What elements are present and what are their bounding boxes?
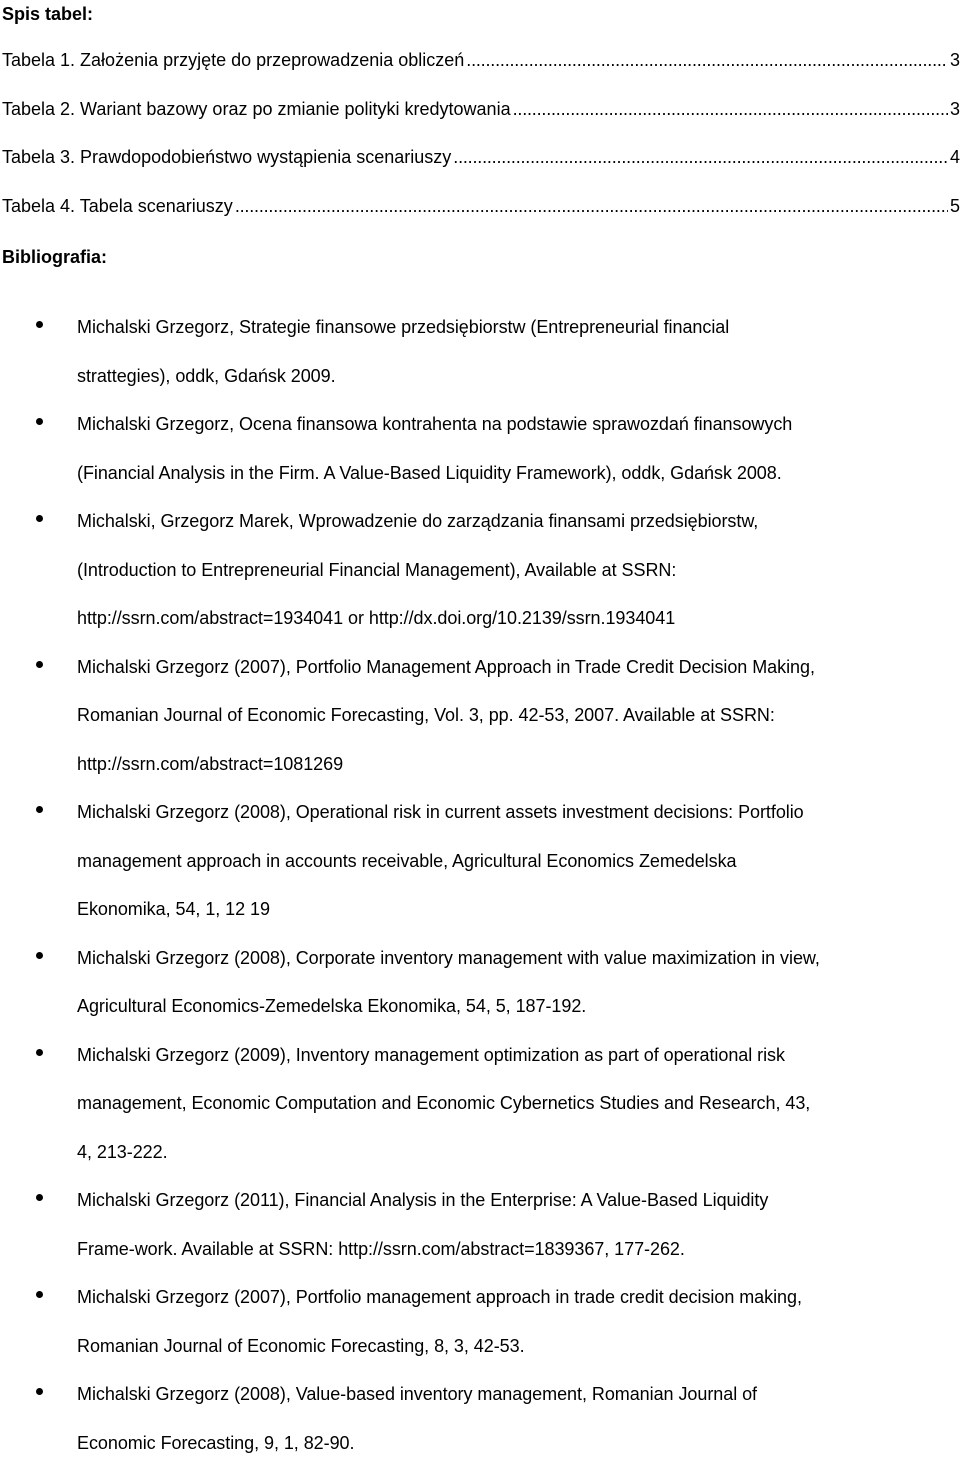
bibliography-list bbox=[0, 303, 960, 1467]
bibliography-line: Michalski Grzegorz (2007), Portfolio management approach in trade credit decision making, bbox=[77, 1287, 802, 1307]
dot-leader bbox=[466, 48, 948, 72]
bibliography-line: Michalski Grzegorz (2008), Value-based inventory management, Romanian Journal of bbox=[77, 1384, 758, 1404]
toc-entry-label: Tabela 2. Wariant bazowy oraz po zmianie polityki kredytowania bbox=[2, 98, 511, 119]
toc-heading: Spis tabel: bbox=[2, 4, 94, 24]
bibliography-line: Michalski Grzegorz, Strategie finansowe przedsiębiorstw (Entrepreneurial financial bbox=[77, 317, 730, 337]
bibliography-line: Ekonomika, 54, 1, 12 19 bbox=[77, 899, 270, 919]
bibliography-line: (Financial Analysis in the Firm. A Value-Based Liquidity Framework), oddk, Gdańsk 2008. bbox=[77, 462, 782, 483]
bibliography-line: Michalski Grzegorz (2009), Inventory management optimization as part of operational risk bbox=[77, 1044, 785, 1065]
bibliography-item bbox=[0, 400, 960, 497]
toc-entry-page: 4 bbox=[949, 147, 960, 168]
bullet-icon bbox=[36, 1388, 43, 1395]
bibliography-line: Romanian Journal of Economic Forecasting, Vol. 3, pp. 42-53, 2007. Available at SSRN: bbox=[77, 705, 775, 725]
bibliography-line: Michalski, Grzegorz Marek, Wprowadzenie do zarządzania finansami przedsiębiorstw, bbox=[77, 511, 759, 531]
toc-entry[interactable] bbox=[2, 194, 960, 218]
bullet-icon bbox=[36, 418, 43, 425]
bibliography-line: Michalski Grzegorz (2008), Corporate inventory management with value maximization in view, bbox=[77, 947, 820, 968]
bibliography-line: Romanian Journal of Economic Forecasting, 8, 3, 42-53. bbox=[77, 1335, 525, 1356]
bibliography-heading: Bibliografia: bbox=[2, 247, 108, 267]
bullet-icon bbox=[36, 806, 43, 813]
bibliography-line: 4, 213-222. bbox=[77, 1141, 168, 1162]
bibliography-line: Michalski Grzegorz (2011), Financial Analysis in the Enterprise: A Value-Based Liquidity bbox=[77, 1190, 769, 1210]
bibliography-line: Michalski Grzegorz, Ocena finansowa kontrahenta na podstawie sprawozdań finansowych bbox=[77, 414, 793, 434]
bullet-icon bbox=[36, 321, 43, 328]
toc-entry-label: Tabela 4. Tabela scenariuszy bbox=[2, 196, 233, 217]
bibliography-item bbox=[0, 1176, 960, 1273]
toc-entry-page: 5 bbox=[949, 196, 960, 217]
bibliography-item bbox=[0, 497, 960, 643]
bibliography-line: (Introduction to Entrepreneurial Financial Management), Available at SSRN: bbox=[77, 559, 677, 580]
bullet-icon bbox=[36, 952, 43, 959]
bibliography-line: strattegies), oddk, Gdańsk 2009. bbox=[77, 365, 336, 386]
bibliography-item bbox=[0, 1031, 960, 1177]
toc-entry-page: 3 bbox=[949, 50, 960, 70]
bullet-icon bbox=[36, 1194, 43, 1201]
bibliography-item bbox=[0, 303, 960, 400]
table-of-contents bbox=[2, 48, 960, 243]
toc-entry-label: Tabela 1. Założenia przyjęte do przeprowadzenia obliczeń bbox=[2, 50, 465, 70]
bullet-icon bbox=[36, 1291, 43, 1298]
toc-entry-page: 3 bbox=[949, 98, 960, 119]
bibliography-line: Michalski Grzegorz (2007), Portfolio Management Approach in Trade Credit Decision Making, bbox=[77, 656, 815, 677]
bullet-icon bbox=[36, 1049, 43, 1056]
toc-entry[interactable] bbox=[2, 48, 960, 72]
bibliography-item bbox=[0, 934, 960, 1031]
bullet-icon bbox=[36, 515, 43, 522]
toc-entry[interactable] bbox=[2, 145, 960, 169]
dot-leader bbox=[513, 97, 948, 121]
bibliography-item bbox=[0, 1370, 960, 1467]
bibliography-item bbox=[0, 643, 960, 789]
bibliography-line: Michalski Grzegorz (2008), Operational risk in current assets investment decisions: Portfolio bbox=[77, 802, 804, 822]
toc-entry[interactable] bbox=[2, 97, 960, 121]
bibliography-link-line[interactable]: http://ssrn.com/abstract=1081269 bbox=[77, 753, 344, 774]
bibliography-line: Frame-work. Available at SSRN: http://ssrn.com/abstract=1839367, 177-262. bbox=[77, 1238, 685, 1259]
bibliography-link-line[interactable]: http://ssrn.com/abstract=1934041 or http://dx.doi.org/10.2139/ssrn.1934041 bbox=[77, 608, 676, 628]
bibliography-line: management, Economic Computation and Economic Cybernetics Studies and Research, 43, bbox=[77, 1093, 811, 1113]
bibliography-line: management approach in accounts receivable, Agricultural Economics Zemedelska bbox=[77, 850, 737, 871]
bullet-icon bbox=[36, 661, 43, 668]
bibliography-line: Economic Forecasting, 9, 1, 82-90. bbox=[77, 1432, 355, 1453]
bibliography-item bbox=[0, 788, 960, 934]
dot-leader bbox=[235, 194, 948, 218]
toc-entry-label: Tabela 3. Prawdopodobieństwo wystąpienia scenariuszy bbox=[2, 147, 452, 168]
bibliography-item bbox=[0, 1273, 960, 1370]
bibliography-line: Agricultural Economics-Zemedelska Ekonomika, 54, 5, 187-192. bbox=[77, 996, 587, 1016]
dot-leader bbox=[453, 145, 948, 169]
